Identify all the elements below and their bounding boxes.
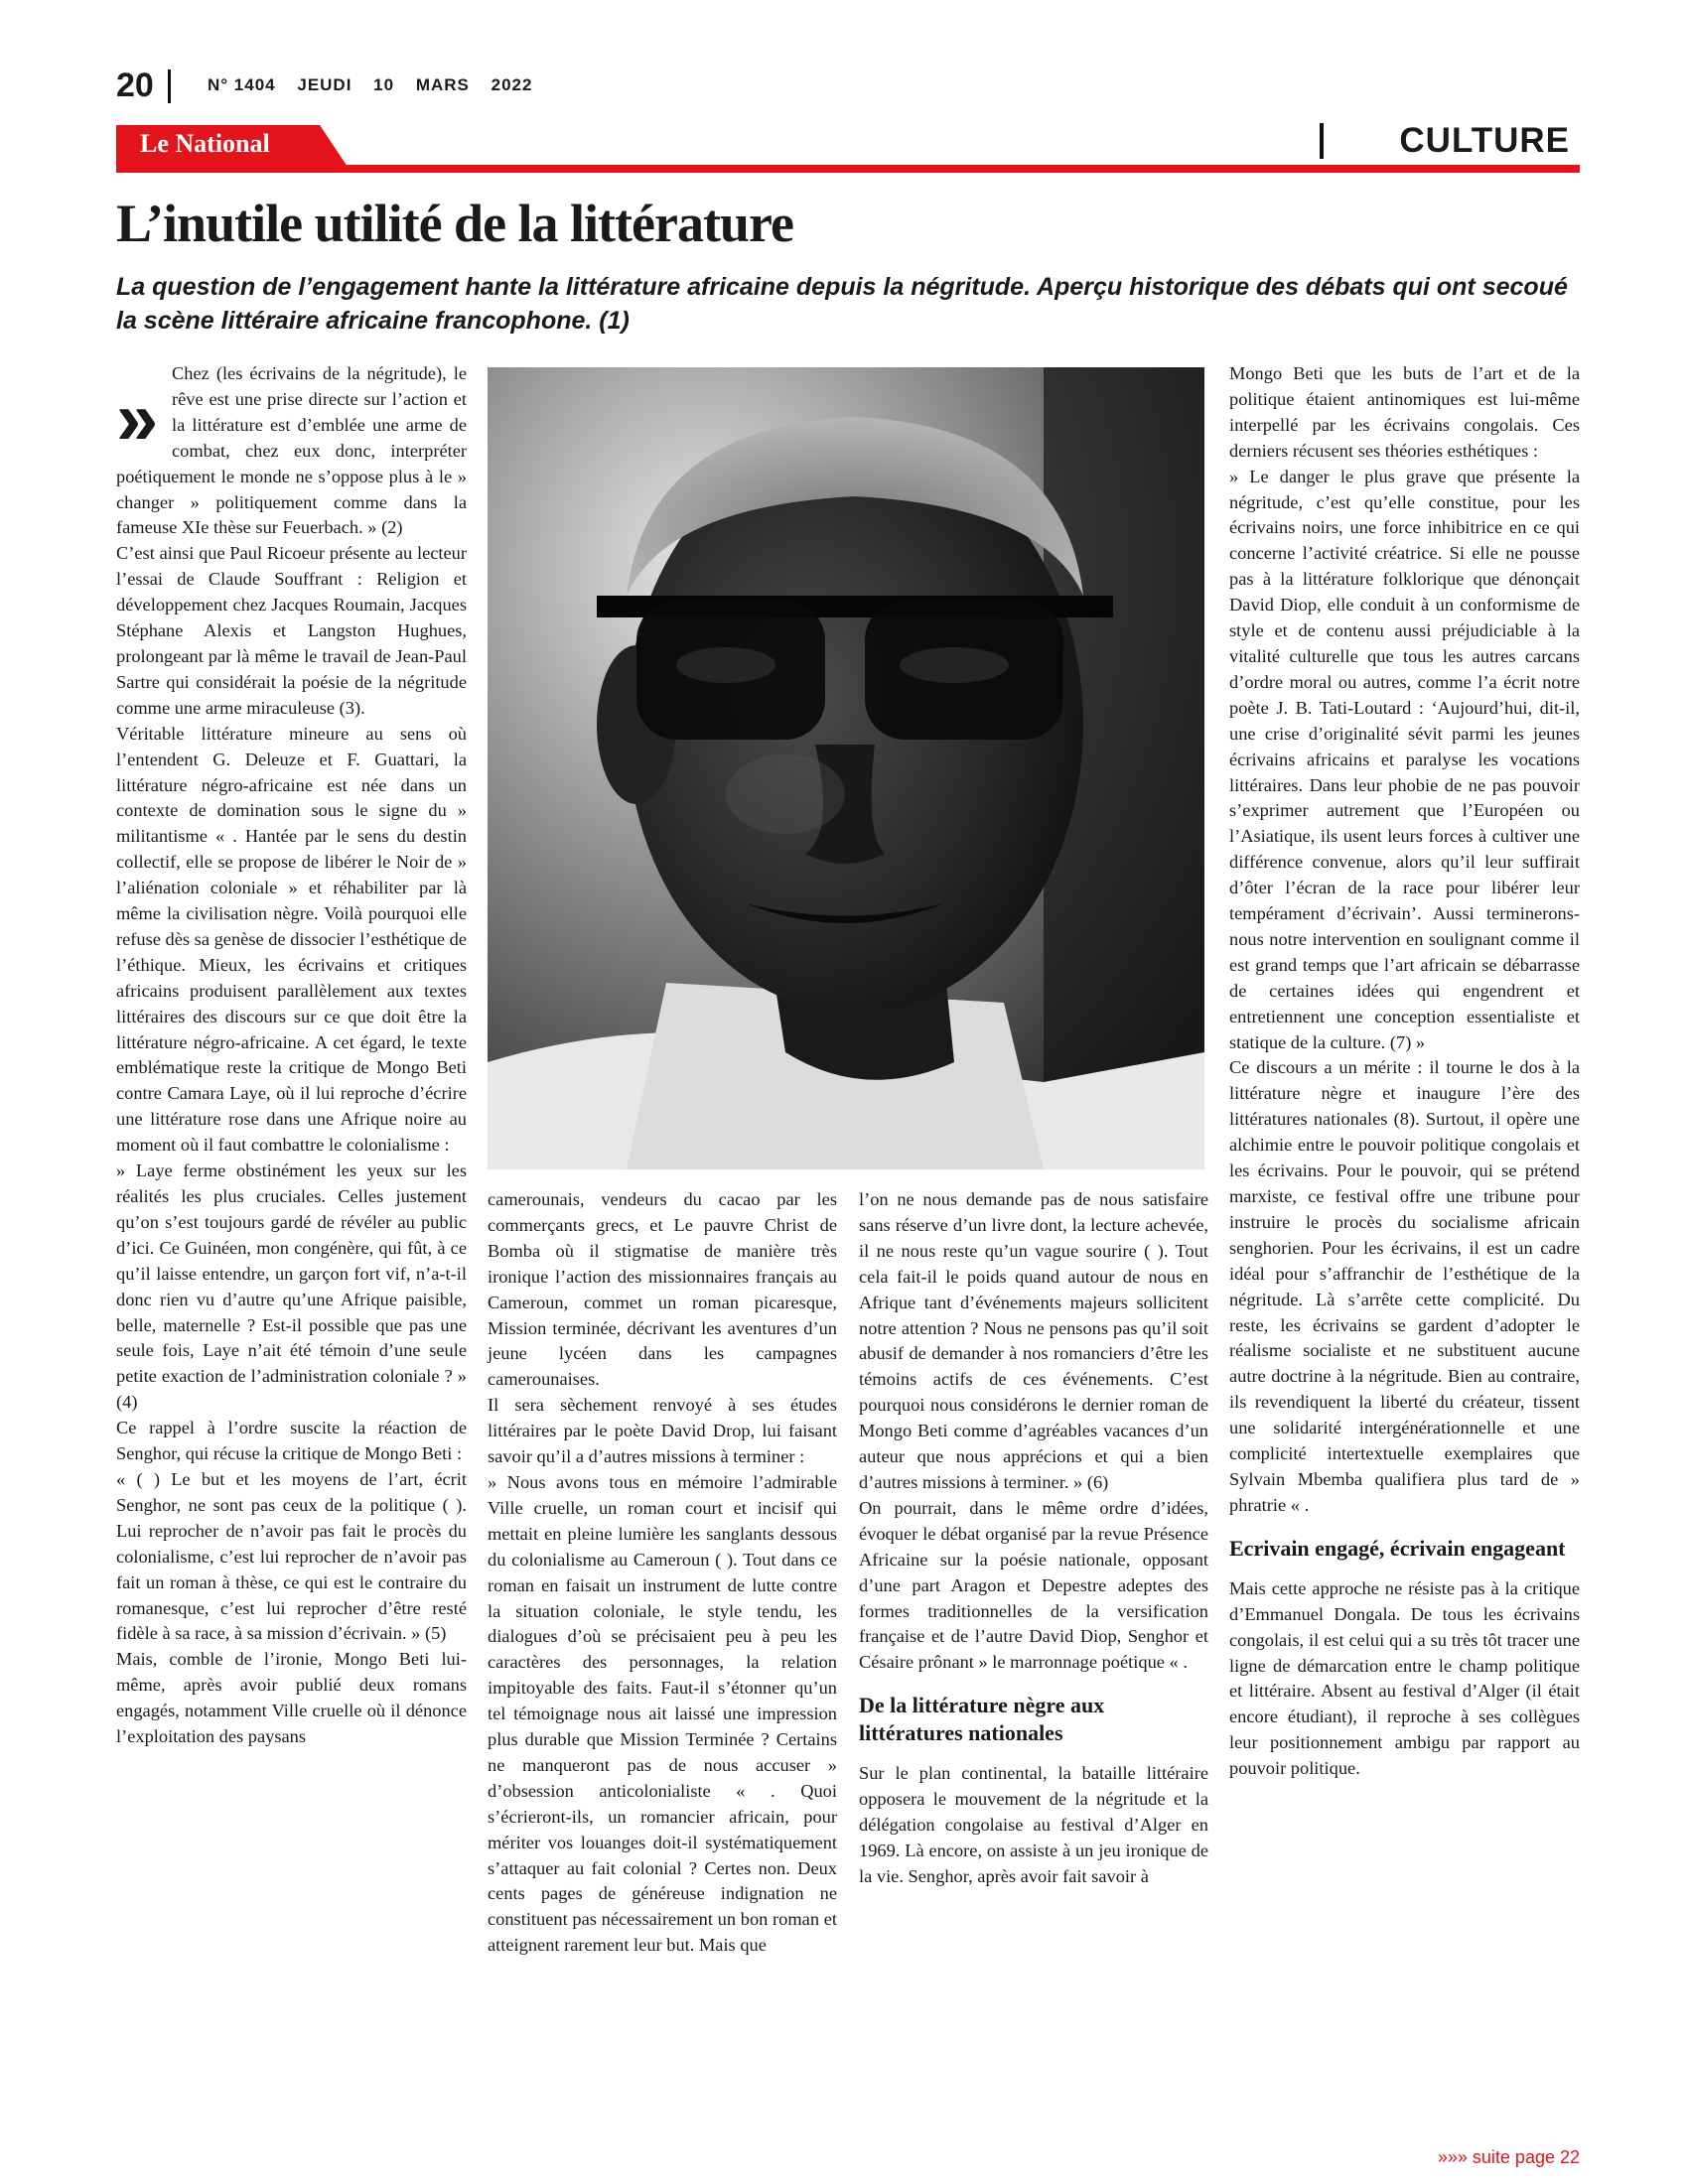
header-divider (168, 69, 171, 103)
issue-month: MARS (415, 75, 470, 94)
section-label: CULTURE (1399, 121, 1570, 160)
paragraph: Ce rappel à l’ordre suscite la réaction de Senghor, qui récuse la critique de Mongo Beti : (116, 1418, 467, 1464)
column-3 (859, 1187, 1208, 1890)
column-2 (488, 1187, 837, 1959)
section-divider (1320, 123, 1324, 159)
issue-info (208, 75, 548, 95)
paragraph: camerounais, vendeurs du cacao par les commerçants grecs, et Le pauvre Christ de Bomba où il stigmatise de manière très ironique l’action des missionnaires français au Cameroun, commet un roman picaresque, Mission terminée, décrivant les aventures d’un jeune lycéen dans les campagnes camerounaises. (488, 1189, 837, 1390)
portrait-image (488, 367, 1204, 1169)
page-number: 20 (116, 67, 154, 104)
issue-number: N° 1404 (208, 75, 276, 94)
author-portrait-photo (488, 367, 1204, 1169)
newspaper-name: Le National (140, 129, 270, 158)
paragraph: » Nous avons tous en mémoire l’admirable Ville cruelle, un roman court et incisif qui mettait en pleine lumière les sanglants dessous du colonialisme au Cameroun ( ). Tout dans ce roman en faisait un instrument de lutte contre la situation coloniale, le style tendu, les dialogues d’où se précisaient peu à peu les caractères des personnages, la relation impitoyable des faits. Faut-il s’étonner qu’un tel témoignage nous ait laissé une impression plus durable que Mission Terminée ? Certains ne manqueront pas de nous accuser » d’obsession anticolonialiste « . Quoi s’écrieront-ils, un romancier africain, pour mériter vos louanges doit-il systématiquement s’attaquer au fait colonial ? Certes non. Deux cents pages de généreuse indignation ne constituent pas nécessairement un bon roman et atteignent rarement leur but. Mais que (488, 1471, 837, 1956)
paragraph: » Laye ferme obstinément les yeux sur les réalités les plus cruciales. Celles justement qu’on s’est toujours gardé de révéler au public d’ici. Ce Guinéen, mon congénère, qui fût, à ce qu’il laisse entendre, un garçon fort vif, n’a-t-il donc rien vu d’autre qu’une Afrique paisible, belle, maternelle ? Est-il possible que pas une seule fois, Laye n’ait été témoin d’une seule petite exaction de l’administration coloniale ? » (4) (116, 1160, 467, 1413)
issue-year: 2022 (491, 75, 533, 94)
paragraph: Véritable littérature mineure au sens où l’entendent G. Deleuze et F. Guattari, la littérature négro-africaine est née dans un contexte de domination sous le signe du » militantisme « . Hantée par le sens du destin collectif, elle se propose de libérer le Noir de » l’aliénation coloniale » et réhabiliter par là même la civilisation nègre. Voilà pourquoi elle refuse dès sa genèse de dissocier l’esthétique de l’éthique. Mieux, les écrivains et critiques africains produisent parallèlement aux textes littéraires des discours sur ce que doit être la littérature négro-africaine. A cet égard, le texte emblématique reste la critique de Mongo Beti contre Camara Laye, où il lui reproche d’écrire une littérature rose dans une Afrique noire au moment où il faut combattre le colonialisme : (116, 723, 467, 1156)
column-1 (116, 361, 467, 1750)
paragraph: Mais, comble de l’ironie, Mongo Beti lui-même, après avoir publié deux romans engagés, notamment Ville cruelle où il dénonce l’exploitation des paysans (116, 1649, 467, 1747)
paragraph: Mais cette approche ne résiste pas à la critique d’Emmanuel Dongala. De tous les écrivains congolais, il est celui qui a su très tôt tracer une ligne de démarcation entre le champ politique et littéraire. Absent au festival d’Alger (il était encore étudiant), il reproche à ses collègues leur positionnement ambigu par rapport au pouvoir politique. (1229, 1577, 1580, 1779)
subheading-ecrivain-engage: Ecrivain engagé, écrivain engageant (1229, 1535, 1566, 1561)
brand-bar (116, 121, 1580, 173)
brand-rule (116, 165, 1580, 173)
page-header (116, 66, 1580, 105)
column-4 (1229, 361, 1580, 1782)
issue-date-day: 10 (373, 75, 395, 94)
paragraph: Chez (les écrivains de la négritude), le rêve est une prise directe sur l’action et la littérature est d’emblée une arme de combat, chez eux donc, interpréter poétiquement le monde ne s’oppose plus à le » changer » politiquement comme dans la fameuse XIe thèse sur Feuerbach. » (2) (116, 363, 467, 538)
paragraph: Il sera sèchement renvoyé à ses études littéraires par le poète David Drop, lui faisant savoir qu’il a d’autres missions à terminer : (488, 1395, 837, 1467)
paragraph: On pourrait, dans le même ordre d’idées, évoquer le débat organisé par la revue Présence Africaine sur la poésie nationale, opposant d’une part Aragon et Depestre adeptes des formes traditionnelles de la versification française et de l’autre David Diop, Senghor et Césaire prônant » le marronnage poétique « . (859, 1497, 1208, 1673)
article-lead: La question de l’engagement hante la littérature africaine depuis la négritude. Aperçu historique des débats qui ont secoué la scène littéraire africaine francophone. (1) (116, 273, 1568, 335)
paragraph: Ce discours a un mérite : il tourne le dos à la littérature nègre et inaugure l’ère des littératures nationales (8). Surtout, il opère une alchimie entre le pouvoir politique congolais et les écrivains. Pour le pouvoir, qui se prétend marxiste, ce festival offre une tribune pour instruire le procès du socialisme africain senghorien. Pour les écrivains, il est un cadre idéal pour s’affranchir de l’esthétique de la négritude. Là s’arrête cette complicité. Du reste, les écrivains se gardent d’adopter le réalisme socialiste et ne substituent aucune autre doctrine à la négritude. Bien au contraire, ils revendiquent la liberté du créateur, tissent une solidarité intergénérationnelle et une complicité intertextuelle exemplaires que Sylvain Mbemba qualifiera plus tard de » phratrie « . (1229, 1057, 1580, 1515)
paragraph: « ( ) Le but et les moyens de l’art, écrit Senghor, ne sont pas ceux de la politique ( ). Lui reprocher de n’avoir pas fait le procès du colonialisme, c’est lui reprocher de n’avoir pas fait un roman à thèse, ce qui est le contraire du romanesque, c’est lui reprocher d’être resté fidèle à sa race, à sa mission d’écrivain. » (5) (116, 1468, 467, 1644)
paragraph: » Le danger le plus grave que présente la négritude, c’est qu’elle constitue, pour les écrivains noirs, une force inhibitrice en ce qui concerne l’activité créatrice. Si elle ne pousse pas à la littérature folklorique que dénonçait David Diop, elle conduit à un conformisme de style et de contenu aussi préjudiciable à la vitalité culturelle que tous les autres carcans d’ordre moral ou autres, comme l’a écrit notre poète J. B. Tati-Loutard : ‘Aujourd’hui, dit-il, une crise d’originalité sévit parmi les jeunes écrivains africains et paralyse les vocations littéraires. Dans leur phobie de ne pas pouvoir s’exprimer autrement que l’Européen ou l’Asiatique, ils usent leurs forces à cultiver une différence convenue, alors qu’il leur suffirait d’ôter l’écran de la race pour libérer leur tempérament d’écrivain’. Aussi terminerons-nous notre intervention en soulignant comme il est grand temps que l’art africain se débarrasse de certaines idées qui engendrent et entretiennent une conception essentialiste et statique de la culture. (7) » (1229, 466, 1580, 1052)
subheading-litterature-nationale: De la littérature nègre aux littératures nationales (859, 1693, 1105, 1746)
opening-quote-icon: » (116, 376, 159, 461)
paragraph: C’est ainsi que Paul Ricoeur présente au lecteur l’essai de Claude Souffrant : Religion et développement chez Jacques Roumain, Jacques Stéphane Alexis et Langston Hughues, prolongeant par là même le travail de Jean-Paul Sartre qui considérait la poésie de la négritude comme une arme miraculeuse (3). (116, 543, 467, 718)
article-title: L’inutile utilité de la littérature (116, 194, 793, 253)
paragraph: l’on ne nous demande pas de nous satisfaire sans réserve d’un livre dont, la lecture achevée, il ne nous reste qu’un vague sourire ( ). Tout cela fait-il le poids quand autour de nous en Afrique tant d’événements majeurs sollicitent notre attention ? Nous ne pensons pas qu’il soit abusif de demander à nos romanciers d’être les témoins actifs de ces événements. C’est pourquoi nous considérons le dernier roman de Mongo Beti comme d’agréables vacances d’un auteur que nous apprécions et qui a bien d’autres missions à terminer. » (6) (859, 1189, 1208, 1492)
paragraph: Mongo Beti que les buts de l’art et de la politique étaient antinomiques est lui-même interpellé par les écrivains congolais. Ces derniers récusent ses théories esthétiques : (1229, 363, 1580, 461)
paragraph: Sur le plan continental, la bataille littéraire opposera le mouvement de la négritude et la délégation congolaise au festival d’Alger en 1969. Là encore, on assiste à un jeu ironique de la vie. Senghor, après avoir fait savoir à (859, 1763, 1208, 1886)
continued-link[interactable]: »»» suite page 22 (1437, 2147, 1580, 2167)
issue-day: JEUDI (297, 75, 352, 94)
